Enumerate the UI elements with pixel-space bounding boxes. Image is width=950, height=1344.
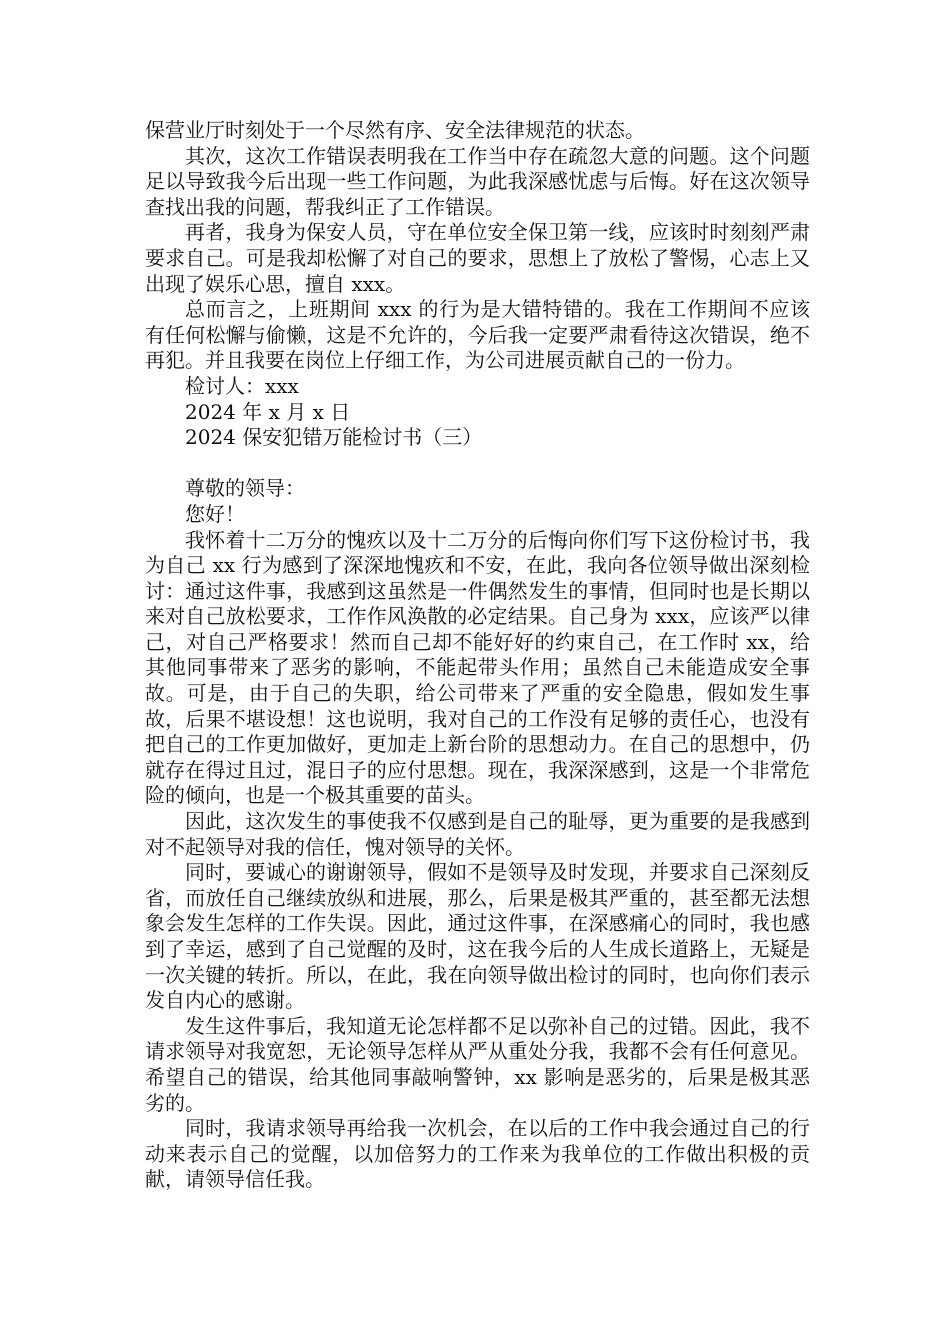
paragraph: 发生这件事后，我知道无论怎样都不足以弥补自己的过错。因此，我不请求领导对我宽恕，无论领导怎样从严从重处分我，我都不会有任何意见。希望自己的错误，给其他同事敲响警钟，xx 影响是恶劣的，后果是极其恶劣的。 [145, 1013, 810, 1115]
section-title: 2024 保安犯错万能检讨书（三） [185, 425, 483, 450]
paragraph: 保营业厅时刻处于一个尽然有序、安全法律规范的状态。 [145, 118, 645, 142]
document-body [145, 118, 810, 1193]
greeting: 您好！ [185, 501, 245, 526]
date-line: 2024 年 x 月 x 日 [185, 399, 351, 424]
signature-line: 检讨人：xxx [185, 373, 299, 398]
paragraph: 因此，这次发生的事使我不仅感到是自己的耻辱，更为重要的是我感到对不起领导对我的信任，愧对领导的关怀。 [145, 809, 810, 859]
paragraph: 其次，这次工作错误表明我在工作当中存在疏忽大意的问题。这个问题足以导致我今后出现一些工作问题，为此我深感忧虑与后悔。好在这次领导查找出我的问题，帮我纠正了工作错误。 [145, 143, 810, 219]
paragraph: 我怀着十二万分的愧疚以及十二万分的后悔向你们写下这份检讨书，我为自己 xx 行为感到了深深地愧疚和不安，在此，我向各位领导做出深刻检讨：通过这件事，我感到这虽然是一件偶然发生的事情，但同时也是长期以来对自己放松要求，工作作风涣散的必定结果。自己身为 xxx，应该严以律己，对自己严格要求！然而自己却不能好好的约束自己，在工作时 xx，给其他同事带来了恶劣的影响，不能起带头作用；虽然自己未能造成安全事故。可是，由于自己的失职，给公司带来了严重的安全隐患，假如发生事故，后果不堪设想！这也说明，我对自己的工作没有足够的责任心，也没有把自己的工作更加做好，更加走上新台阶的思想动力。在自己的思想中，仍就存在得过且过，混日子的应付思想。现在，我深深感到，这是一个非常危险的倾向，也是一个极其重要的苗头。 [145, 527, 810, 808]
paragraph: 再者，我身为保安人员，守在单位安全保卫第一线，应该时时刻刻严肃要求自己。可是我却松懈了对自己的要求，思想上了放松了警惕，心志上又出现了娱乐心思，擅自 xxx。 [145, 220, 810, 296]
salutation: 尊敬的领导： [185, 476, 305, 501]
blank-line [145, 451, 810, 477]
paragraph: 总而言之，上班期间 xxx 的行为是大错特错的。我在工作期间不应该有任何松懈与偷懒，这是不允许的，今后我一定要严肃看待这次错误，绝不再犯。并且我要在岗位上仔细工作，为公司进展贡献自己的一份力。 [145, 297, 810, 373]
paragraph: 同时，要诚心的谢谢领导，假如不是领导及时发现，并要求自己深刻反省，而放任自己继续放纵和进展，那么，后果是极其严重的，甚至都无法想象会发生怎样的工作失误。因此，通过这件事，在深感痛心的同时，我也感到了幸运，感到了自己觉醒的及时，这在我今后的人生成长道路上，无疑是一次关键的转折。所以，在此，我在向领导做出检讨的同时，也向你们表示发自内心的感谢。 [145, 860, 810, 1013]
paragraph: 同时，我请求领导再给我一次机会，在以后的工作中我会通过自己的行动来表示自己的觉醒，以加倍努力的工作来为我单位的工作做出积极的贡献，请领导信任我。 [145, 1116, 810, 1192]
